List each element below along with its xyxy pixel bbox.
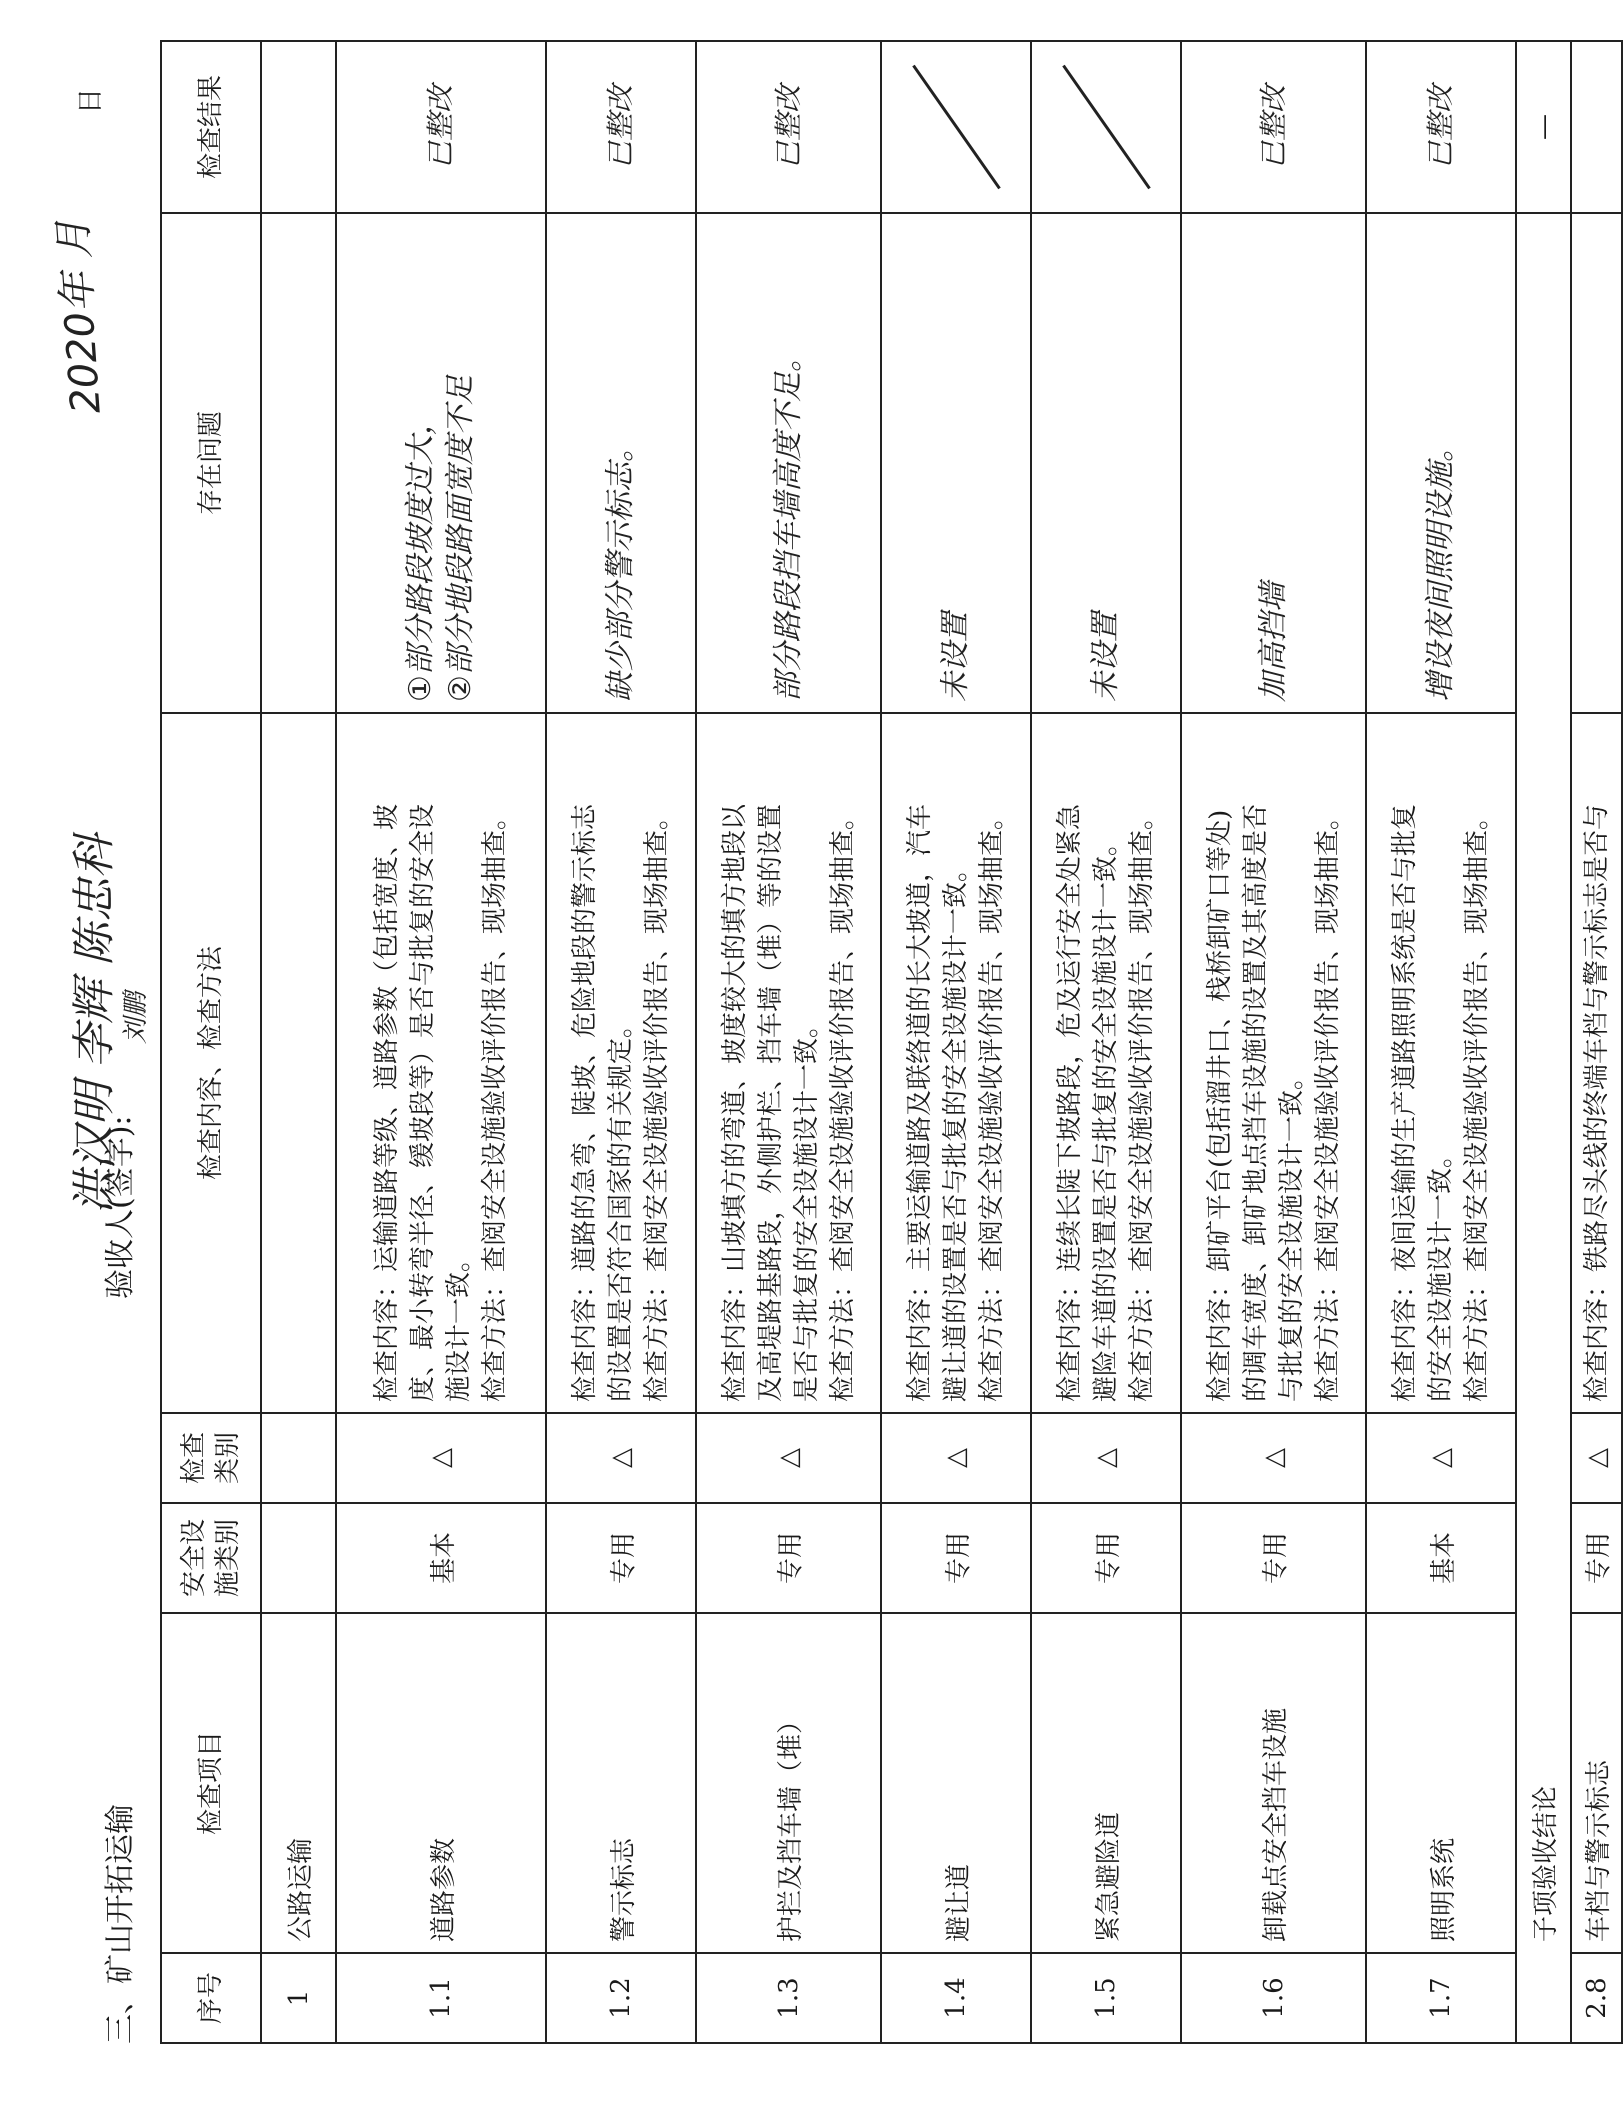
row-content-method [546,713,696,1413]
row-item: 公路运输 [261,1613,336,1953]
sub-conclusion-result: — [1516,41,1571,213]
sub-conclusion-label: 子项验收结论 [1516,213,1571,2043]
text-line: 检查方法：查阅安全设施验收评价报告、现场抽查。 [977,803,1007,1402]
text-line: 检查内容：道路的急弯、陡坡、危险地段的警示标志 [570,803,600,1402]
text-line: 避让道的设置是否与批复的安全设施设计一致。 [941,855,971,1402]
slash-mark [1062,65,1150,190]
row-content-method [336,713,546,1413]
row-content-method [881,713,1031,1413]
row-issues [1571,213,1622,713]
text-line: 增设夜间照明设施。 [1423,432,1458,702]
row-facility-type: 专用 [881,1503,1031,1613]
row-check-type: △ [1366,1413,1516,1503]
header-content-method: 检查内容、检查方法 [161,713,261,1413]
header-seq: 序号 [161,1953,261,2043]
text-line: 的安全设施设计一致。 [1426,1141,1456,1402]
table-row [336,41,546,2043]
header-result: 检查结果 [161,41,261,213]
row-seq: 1.5 [1031,1953,1181,2043]
row-facility-type: 基本 [1366,1503,1516,1613]
table-row [261,41,336,2043]
row-result [1571,41,1622,213]
text-line: 检查内容：连续长陡下坡路段，危及运行安全处紧急 [1055,803,1085,1402]
row-content-method [261,713,336,1413]
row-seq: 1.4 [881,1953,1031,2043]
row-check-type: △ [1031,1413,1181,1503]
text-line: 检查方法：查阅安全设施验收评价报告、现场抽查。 [827,803,858,1402]
text-line: 检查内容：山坡填方的弯道、坡度较大的填方地段以 [719,803,750,1402]
inspection-table [160,40,1623,2044]
text-line: 检查方法：查阅安全设施验收评价报告、现场抽查。 [480,803,510,1402]
row-facility-type [261,1503,336,1613]
table-row [696,41,881,2043]
table-row [1366,41,1516,2043]
row-item: 道路参数 [336,1613,546,1953]
row-check-type: △ [1181,1413,1366,1503]
row-issues [1181,213,1366,713]
text-line: 加高挡墙 [1255,582,1291,702]
table-row-last [1571,41,1622,2043]
sub-conclusion-row [1516,41,1571,2043]
row-issues [546,213,696,713]
inspector-label: 验收人(签字): [103,1115,138,1299]
row-check-type: △ [696,1413,881,1503]
text-line: 检查内容：主要运输道路及联络道的长大坡道，汽车 [905,803,935,1402]
text-line: 及高堤路基路段，外侧护栏、挡车墙（堆）等的设置 [755,803,786,1402]
row-seq: 1 [261,1953,336,2043]
row-facility-type: 专用 [1571,1503,1622,1613]
text-line: 的调车宽度、卸矿地点挡车设施的设置及其高度是否 [1240,803,1271,1402]
text-line: 检查方法：查阅安全设施验收评价报告、现场抽查。 [1462,803,1492,1402]
row-check-type: △ [546,1413,696,1503]
row-seq: 1.6 [1181,1953,1366,2043]
row-seq: 1.1 [336,1953,546,2043]
header-item: 检查项目 [161,1613,261,1953]
text-line: 检查内容：夜间运输的生产道路照明系统是否与批复 [1390,803,1420,1402]
table-row [881,41,1031,2043]
text-line: ①部分路段坡度过大， [403,405,438,702]
text-line: ②部分地段路面宽度不足 [443,375,478,702]
row-result [261,41,336,213]
row-facility-type: 专用 [1181,1503,1366,1613]
row-result: 已整改 [696,41,881,213]
row-item: 避让道 [881,1613,1031,1953]
section-title: 三、矿山开拓运输 [103,1804,138,2044]
row-check-type: △ [1571,1413,1622,1503]
row-seq: 1.7 [1366,1953,1516,2043]
row-check-type: △ [881,1413,1031,1503]
row-facility-type: 专用 [1031,1503,1181,1613]
row-seq: 1.3 [696,1953,881,2043]
row-result: 已整改 [336,41,546,213]
text-line: 施设计一致。 [444,1245,474,1402]
text-line: 检查内容：卸矿平台(包括溜井口、栈桥卸矿口等处) [1204,809,1235,1402]
row-item: 紧急避险道 [1031,1613,1181,1953]
row-content-method [1366,713,1516,1413]
text-line: 与批复的安全设施设计一致。 [1276,1063,1307,1402]
row-result [881,41,1031,213]
slash-mark [912,65,1000,190]
row-content-method [1031,713,1181,1413]
header-check-type: 检查类别 [161,1413,261,1503]
row-facility-type: 专用 [546,1503,696,1613]
row-issues [261,213,336,713]
row-check-type [261,1413,336,1503]
inspection-date: 2020年 月 [50,217,110,416]
table-row [546,41,696,2043]
inspector-signatures-2: 刘鹏 [121,991,151,1044]
row-item: 车档与警示标志 [1571,1613,1622,1953]
text-line: 未设置 [938,612,973,702]
row-result: 已整改 [546,41,696,213]
inspector-signatures: 洪汉明 李辉 陈忠科 [69,834,120,1214]
row-seq: 2.8 [1571,1953,1622,2043]
row-content-method: 检查内容：铁路尽头线的终端车档与警示标志是否与 [1571,713,1622,1413]
row-issues [1366,213,1516,713]
row-content-method [696,713,881,1413]
row-item: 警示标志 [546,1613,696,1953]
inspection-date-day: 日 [76,87,106,114]
text-line: 是否与批复的安全设施设计一致。 [791,1011,822,1402]
row-issues [881,213,1031,713]
row-result: 已整改 [1181,41,1366,213]
text-line: 检查方法：查阅安全设施验收评价报告、现场抽查。 [1127,803,1157,1402]
table-row [1031,41,1181,2043]
table-row [1181,41,1366,2043]
text-line: 检查内容：运输道路等级、道路参数（包括宽度、坡 [372,803,402,1402]
text-line: 检查方法：查阅安全设施验收评价报告、现场抽查。 [1312,803,1343,1402]
header-issues: 存在问题 [161,213,261,713]
row-result: 已整改 [1366,41,1516,213]
header-facility-type: 安全设施类别 [161,1503,261,1613]
header-row [161,41,261,2043]
text-line: 部分路段挡车墙高度不足。 [770,342,806,702]
row-item: 卸载点安全挡车设施 [1181,1613,1366,1953]
row-content-method [1181,713,1366,1413]
row-issues [696,213,881,713]
row-issues [1031,213,1181,713]
text-line: 度、最小转弯半径、缓坡段等）是否与批复的安全设 [408,803,438,1402]
text-line: 的设置是否符合国家的有关规定。 [606,1011,636,1402]
row-item: 照明系统 [1366,1613,1516,1953]
row-check-type: △ [336,1413,546,1503]
row-item: 护拦及挡车墙（堆） [696,1613,881,1953]
row-facility-type: 专用 [696,1503,881,1613]
text-line: 检查方法：查阅安全设施验收评价报告、现场抽查。 [642,803,672,1402]
row-issues [336,213,546,713]
row-facility-type: 基本 [336,1503,546,1613]
row-result [1031,41,1181,213]
text-line: 缺少部分警示标志。 [603,432,638,702]
row-seq: 1.2 [546,1953,696,2043]
text-line: 避险车道的设置是否与批复的安全设施设计一致。 [1091,829,1121,1402]
text-line: 未设置 [1088,612,1123,702]
